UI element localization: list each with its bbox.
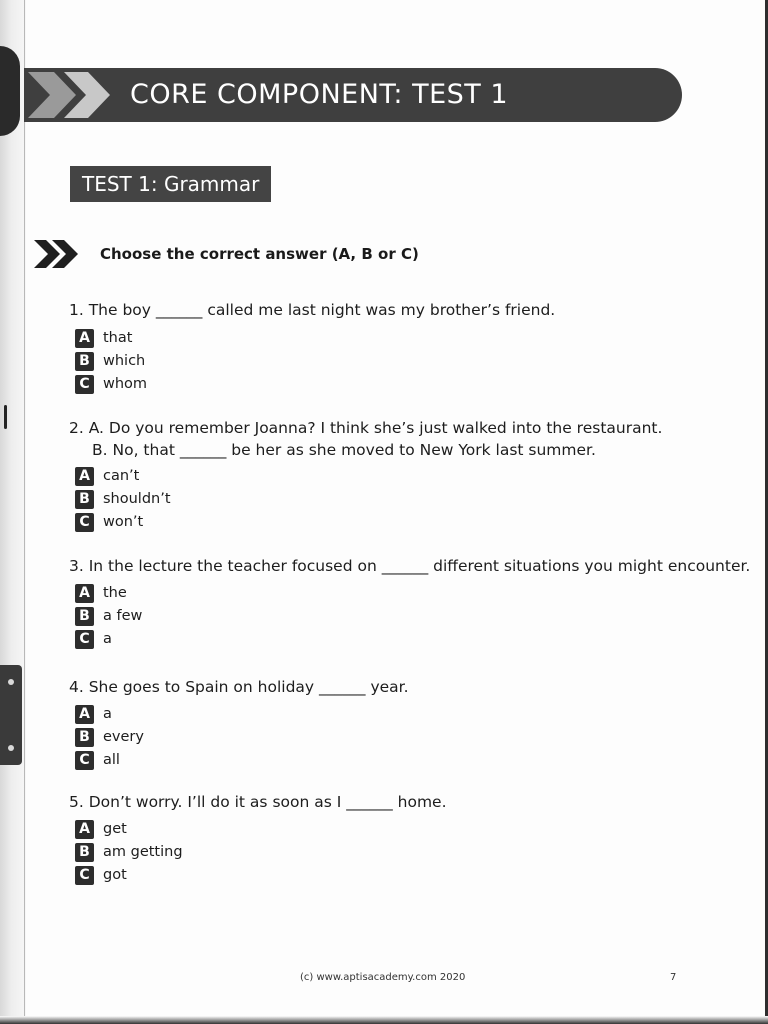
question-text-line-2: B. No, that ______ be her as she moved to New York last summer.	[92, 441, 596, 459]
instruction-text: Choose the correct answer (A, B or C)	[100, 245, 419, 263]
section-title: TEST 1: Grammar	[70, 166, 271, 202]
clip-hole	[8, 745, 14, 751]
spine-tab-decoration	[0, 46, 20, 136]
option-letter: B	[75, 728, 94, 747]
double-chevron-icon	[32, 236, 86, 272]
question-4	[69, 676, 409, 698]
page-title: CORE COMPONENT: TEST 1	[130, 79, 509, 110]
option-letter: B	[75, 490, 94, 509]
option-letter: A	[75, 467, 94, 486]
binder-clip	[0, 665, 22, 765]
spine-edge-line	[24, 0, 25, 1024]
option-text: get	[103, 821, 127, 837]
option-text: the	[103, 585, 127, 601]
option-text: every	[103, 729, 144, 745]
option-text: that	[103, 330, 133, 346]
option-text: whom	[103, 376, 148, 392]
footer-copyright: (c) www.aptisacademy.com 2020	[300, 972, 466, 983]
double-chevron-icon	[24, 68, 124, 122]
option-text: a few	[103, 608, 143, 624]
option-text: a	[103, 706, 112, 722]
page-number: 7	[670, 972, 677, 983]
page-bottom-edge	[0, 1016, 768, 1024]
option-letter: A	[75, 329, 94, 348]
option-text: am getting	[103, 844, 183, 860]
question-1	[69, 299, 555, 321]
option-letter: B	[75, 352, 94, 371]
option-letter: C	[75, 866, 94, 885]
option-letter: A	[75, 820, 94, 839]
page-spine-shadow	[0, 0, 26, 1024]
clip-hole	[8, 679, 14, 685]
question-text: 3. In the lecture the teacher focused on ______ different situations you might encounter.	[69, 557, 751, 575]
question-text: 5. Don’t worry. I’ll do it as soon as I ______ home.	[69, 793, 447, 811]
option-letter: C	[75, 630, 94, 649]
option-text: won’t	[103, 514, 144, 530]
option-text: which	[103, 353, 146, 369]
option-letter: A	[75, 584, 94, 603]
question-text: 1. The boy ______ called me last night was my brother’s friend.	[69, 301, 556, 319]
option-text: a	[103, 631, 112, 647]
margin-mark	[4, 405, 7, 429]
question-2	[69, 417, 662, 461]
question-text: 4. She goes to Spain on holiday ______ year.	[69, 678, 409, 696]
option-text: all	[103, 752, 120, 768]
option-text: shouldn’t	[103, 491, 171, 507]
option-letter: C	[75, 375, 94, 394]
question-text: 2. A. Do you remember Joanna? I think she’s just walked into the restaurant.	[69, 419, 663, 437]
option-letter: B	[75, 843, 94, 862]
question-3	[69, 555, 750, 577]
option-letter: C	[75, 513, 94, 532]
option-text: can’t	[103, 468, 140, 484]
option-letter: A	[75, 705, 94, 724]
option-letter: C	[75, 751, 94, 770]
question-5	[69, 791, 447, 813]
option-letter: B	[75, 607, 94, 626]
option-text: got	[103, 867, 127, 883]
